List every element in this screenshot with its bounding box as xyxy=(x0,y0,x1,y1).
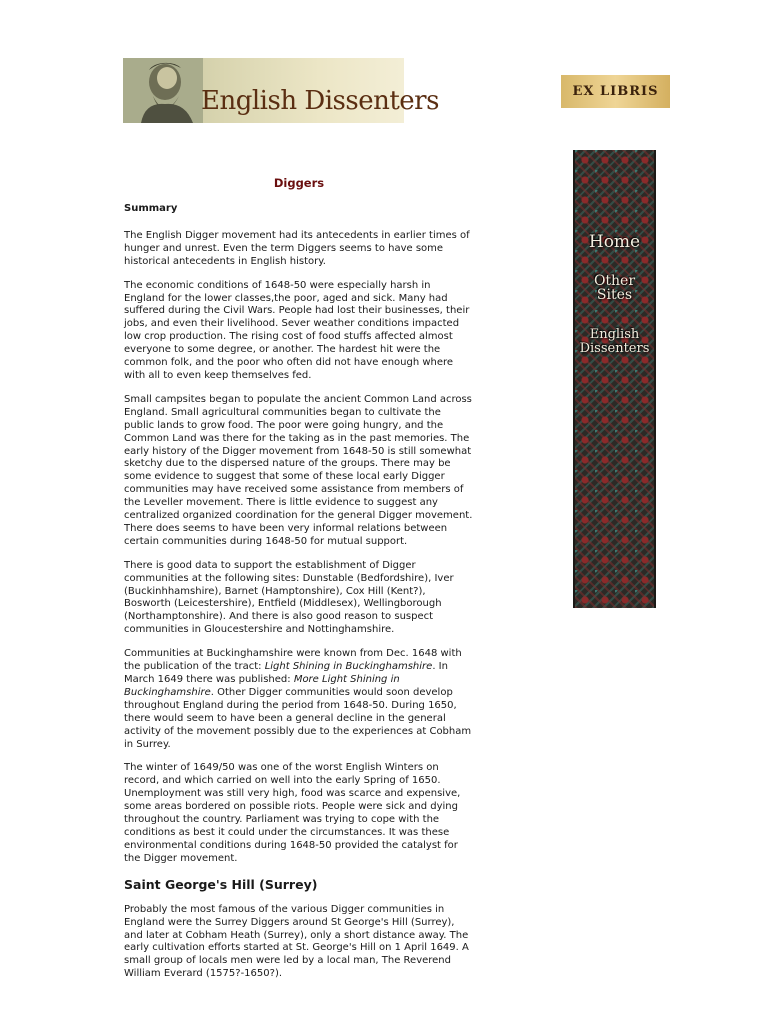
exlibris-text: EX LIBRIS xyxy=(572,84,659,99)
text-segment: . Other Digger communities would soon develop throughout England during the period from 1648-50. During 1650, there would seem to have been a general decline in the general activity of the movement possibly due to the experiences at Cobham in Surrey. xyxy=(124,686,472,750)
banner-title: English Dissenters xyxy=(201,86,439,116)
text-segment: Communities at Buckinghamshire were known from Dec. 1648 with the publication of the tract: xyxy=(124,648,462,673)
tract-title: More Light Shining in Buckinghamshire xyxy=(124,674,400,698)
section-heading: Saint George's Hill (Surrey) xyxy=(124,876,318,892)
nav-home-link[interactable]: Home xyxy=(588,232,641,252)
paragraph-winter: The winter of 1649/50 was one of the worst English Winters on record, and which carried on well into the early Spring of 1650. Unemployment was still very high, food was scarce and expensive, some areas bordered on possible riots. People were sick and dying throughout the country. Parliament was trying to cope with the conditions as best it could under the circumstances. It was these environmental conditions during 1648-50 provided the catalyst for the Digger movement. xyxy=(124,762,461,864)
summary-label: Summary xyxy=(124,203,178,214)
page-title: Diggers xyxy=(273,176,325,190)
text-segment: . In March 1649 there was published: xyxy=(124,661,448,685)
paragraph-campsites: Small campsites began to populate the ancient Common Land across England. Small agricultural communities began to cultivate the public lands to grow food. The poor were going hungry, and the Common Land was there for the taking as in the past memories. The early history of the Digger movement from 1648-50 is still somewhat sketchy due to the dispersed nature of the groups. There may be some evidence to suggest that some of these local early Digger communities may have received some assistance from members of the Leveller movement. There is little evidence to suggest any centralized organized coordination for the general Digger movement. There does seems to have been very informal relations between certain communities during 1648-50 for mutual support. xyxy=(124,393,473,547)
nav-english-dissenters-link[interactable]: English Dissenters xyxy=(579,327,650,356)
side-navigation xyxy=(573,150,656,608)
article xyxy=(124,176,474,992)
portrait-icon xyxy=(123,58,203,123)
paragraph-buckinghamshire xyxy=(124,648,474,751)
nav-other-sites-link[interactable]: Other Sites xyxy=(593,273,636,303)
paragraph-antecedents: The English Digger movement had its antecedents in earlier times of hunger and unrest. Even the term Diggers seems to have some historical antecedents in English history. xyxy=(124,229,470,267)
paragraph-st-georges-hill: Probably the most famous of the various Digger communities in England were the Surrey Diggers around St George's Hill (Surrey), and later at Cobham Heath (Surrey), only a short distance away. The early cultivation efforts started at St. George's Hill on 1 April 1649. A small group of locals men were led by a local man, The Reverend William Everard (1575?-1650?). xyxy=(124,903,469,980)
paragraph-economic-conditions: The economic conditions of 1648-50 were especially harsh in England for the lower classes,the poor, aged and sick. Many had suffered during the Civil Wars. People had lost their businesses, their jobs, and even their livelihood. Sever weather conditions impacted low crop production. The rising cost of food stuffs affected almost everyone to some degree, or another. The hardest hit were the common folk, and the poor who often did not have enough where with all to even keep themselves fed. xyxy=(124,279,470,381)
tract-title: Light Shining in Buckinghamshire xyxy=(264,661,433,673)
site-banner[interactable] xyxy=(123,58,439,123)
portrait-image xyxy=(123,58,203,123)
exlibris-logo[interactable] xyxy=(561,75,670,108)
paragraph-sites: There is good data to support the establishment of Digger communities at the following sites: Dunstable (Bedfordshire), Iver (Buckinhhamshire), Barnet (Hamptonshire), Cox Hill (Kent?), Bosworth (Leicestershire), Entfield (Middlesex), Wellingborough (Northamptonshire). And there is also good reason to suspect communities in Gloucestershire and Nottinghamshire. xyxy=(124,559,454,636)
